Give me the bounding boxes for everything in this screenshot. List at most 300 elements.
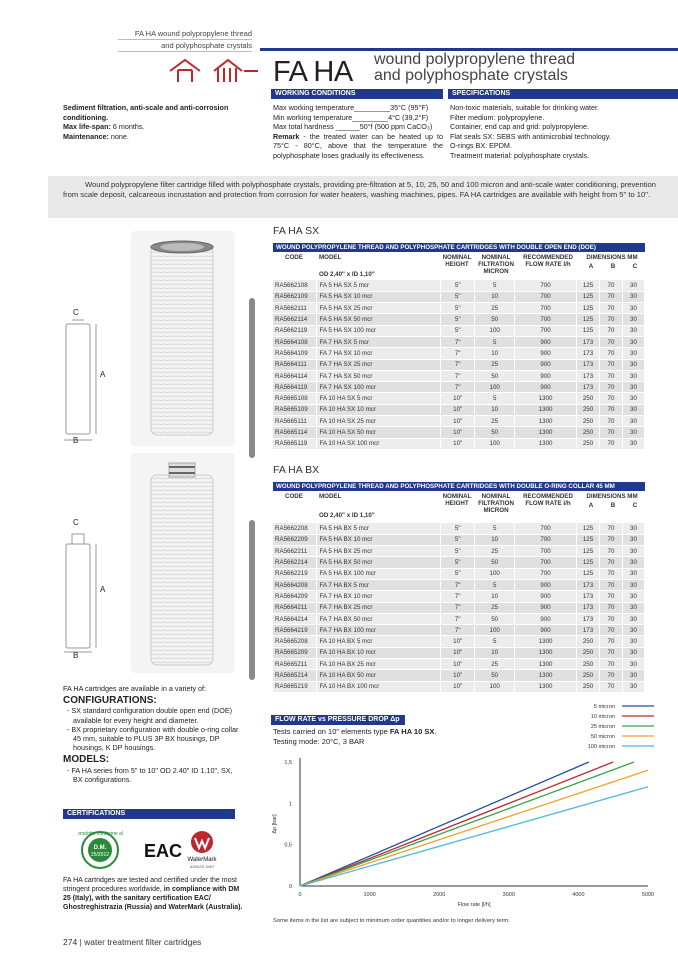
bx-cell: 30: [622, 579, 644, 590]
bx-table-row: [273, 625, 645, 636]
sx-cell: 173: [577, 348, 600, 359]
sx-cell: 30: [622, 325, 644, 336]
bx-cell: 700: [515, 523, 577, 534]
y-axis-label: Δp [bar]: [272, 814, 278, 834]
bx-cell: 70: [600, 613, 623, 624]
bx-cell: 30: [622, 602, 644, 613]
bx-cell: 30: [622, 613, 644, 624]
sx-cell: FA 7 HA SX 10 mcr: [317, 348, 441, 359]
sx-dim-a: A: [100, 370, 106, 379]
sx-table-row: [273, 359, 645, 370]
sx-cell: 1300: [515, 404, 577, 415]
bx-cell: 10": [441, 647, 475, 658]
bx-cell: 70: [600, 579, 623, 590]
sx-table-row: [273, 416, 645, 427]
sx-cell: 30: [622, 382, 644, 393]
bx-cell: 10": [441, 636, 475, 647]
bx-table-row: [273, 523, 645, 534]
sx-cell: FA 5 HA SX 5 mcr: [317, 280, 441, 291]
sx-table-row: [273, 291, 645, 302]
y-tick-label: 0,5: [284, 842, 292, 849]
sx-cell: 900: [515, 336, 577, 347]
sx-cell: FA 7 HA SX 25 mcr: [317, 359, 441, 370]
pressure-drop-chart: [262, 700, 662, 912]
sx-cell: 25: [475, 416, 515, 427]
bx-cell: RA5664209: [273, 591, 317, 602]
sx-side-tab: [249, 298, 255, 458]
sx-cell: 100: [475, 382, 515, 393]
sx-cell: 173: [577, 336, 600, 347]
sx-cell: RA5664109: [273, 348, 317, 359]
sx-table-row: [273, 438, 645, 449]
x-axis-label: Flow rate [l/h]: [457, 902, 491, 908]
sx-table-row: [273, 404, 645, 415]
bx-cell: FA 7 HA BX 25 mcr: [317, 602, 441, 613]
sx-cell: 100: [475, 325, 515, 336]
sx-cell: 100: [475, 438, 515, 449]
sx-cell: RA5665111: [273, 416, 317, 427]
bx-cell: RA5665214: [273, 670, 317, 681]
sx-cell: FA 10 HA SX 5 mcr: [317, 393, 441, 404]
bx-cell: RA5664214: [273, 613, 317, 624]
header-subtitle: FA HA wound polypropylene thread and polyphosphate crystals: [118, 28, 252, 52]
bx-cell: 70: [600, 568, 623, 579]
bx-cell: 7": [441, 602, 475, 613]
bx-cell: 900: [515, 625, 577, 636]
sx-cell: 70: [600, 404, 623, 415]
sx-cell: RA5662111: [273, 303, 317, 314]
bx-cell: 125: [577, 568, 600, 579]
sx-cell: RA5662119: [273, 325, 317, 336]
bx-cell: 10": [441, 659, 475, 670]
sx-cell: RA5665119: [273, 438, 317, 449]
bx-table-row: [273, 579, 645, 590]
dm25-seal-icon: [78, 831, 123, 868]
sx-cell: 30: [622, 393, 644, 404]
sx-table-body: [273, 280, 645, 450]
sx-cell: 30: [622, 370, 644, 381]
bx-table-row: [273, 591, 645, 602]
bx-table-row: [273, 613, 645, 624]
bx-cell: 50: [475, 557, 515, 568]
bx-cell: 50: [475, 613, 515, 624]
sx-cell: 250: [577, 427, 600, 438]
bx-cell: 30: [622, 534, 644, 545]
bx-cell: 70: [600, 557, 623, 568]
sx-cell: 5": [441, 303, 475, 314]
sx-cell: RA5664114: [273, 370, 317, 381]
working-conditions-header: WORKING CONDITIONS: [271, 89, 443, 99]
sx-cell: 125: [577, 314, 600, 325]
sx-cell: 125: [577, 325, 600, 336]
series-line: [300, 770, 648, 886]
bx-cell: 125: [577, 523, 600, 534]
sx-cell: 30: [622, 280, 644, 291]
bx-cell: RA5662214: [273, 557, 317, 568]
bx-cell: 70: [600, 670, 623, 681]
bx-dim-b: B: [73, 651, 79, 660]
sx-cell: RA5664119: [273, 382, 317, 393]
bx-cell: 250: [577, 659, 600, 670]
bx-table-body: [273, 523, 645, 693]
sx-cell: 30: [622, 314, 644, 325]
bx-cell: 25: [475, 659, 515, 670]
sx-cell: 30: [622, 404, 644, 415]
y-tick-label: 1: [288, 801, 292, 808]
bx-cell: 70: [600, 636, 623, 647]
certifications-header: CERTIFICATIONS: [63, 809, 235, 819]
eac-logo: EAC: [144, 841, 183, 861]
bx-cell: 5": [441, 568, 475, 579]
bx-cell: RA5665219: [273, 681, 317, 692]
chart-subtitle: Tests carried on 10" elements type FA HA 10 SX. Testing mode: 20°C, 3 BAR: [273, 727, 437, 746]
intro-summary: Sediment filtration, anti-scale and anti-corrosion conditioning. Max life-span: 6 months. Maintenance: none.: [63, 103, 229, 141]
page-title-description: wound polypropylene thread and polyphosphate crystals: [374, 51, 576, 84]
bx-cell: 10: [475, 534, 515, 545]
bx-cell: 30: [622, 591, 644, 602]
bx-dim-a: A: [100, 585, 106, 594]
sx-cell: RA5662114: [273, 314, 317, 325]
sx-cell: 900: [515, 370, 577, 381]
house-radiator-icon: [214, 60, 258, 82]
bx-cell: FA 5 HA BX 100 mcr: [317, 568, 441, 579]
x-tick-label: 3000: [502, 892, 515, 898]
sx-cell: 900: [515, 359, 577, 370]
sx-cell: FA 10 HA SX 50 mcr: [317, 427, 441, 438]
bx-cell: 70: [600, 625, 623, 636]
sx-cell: FA 5 HA SX 10 mcr: [317, 291, 441, 302]
bx-cell: FA 10 HA BX 25 mcr: [317, 659, 441, 670]
bx-cell: 5": [441, 534, 475, 545]
bx-cell: 1300: [515, 659, 577, 670]
bx-cell: RA5664208: [273, 579, 317, 590]
bx-cell: FA 5 HA BX 10 mcr: [317, 534, 441, 545]
sx-cell: FA 5 HA SX 50 mcr: [317, 314, 441, 325]
sx-cell: 10": [441, 427, 475, 438]
y-tick-label: 0: [288, 884, 292, 890]
bx-cartridge-photo: [131, 453, 235, 673]
bx-cell: RA5664211: [273, 602, 317, 613]
sx-cell: 7": [441, 336, 475, 347]
bx-cell: FA 5 HA BX 25 mcr: [317, 546, 441, 557]
bx-cell: 10": [441, 670, 475, 681]
sx-cell: 900: [515, 382, 577, 393]
bx-cell: 100: [475, 568, 515, 579]
bx-table-row: [273, 670, 645, 681]
bx-cell: 125: [577, 534, 600, 545]
x-tick-label: 0: [298, 892, 302, 898]
bx-cell: FA 10 HA BX 5 mcr: [317, 636, 441, 647]
legend-label: 10 micron: [590, 714, 615, 720]
sx-cell: RA5664111: [273, 359, 317, 370]
bx-cell: FA 7 HA BX 50 mcr: [317, 613, 441, 624]
sx-cell: FA 7 HA SX 50 mcr: [317, 370, 441, 381]
sx-cell: 10": [441, 438, 475, 449]
sx-cell: 1300: [515, 438, 577, 449]
sx-cell: 250: [577, 416, 600, 427]
series-line: [300, 762, 613, 886]
sx-cell: 30: [622, 303, 644, 314]
bx-cell: 7": [441, 625, 475, 636]
bx-cell: 7": [441, 591, 475, 602]
bx-cell: RA5665209: [273, 647, 317, 658]
bx-cell: RA5664219: [273, 625, 317, 636]
sx-table-row: [273, 348, 645, 359]
bx-cell: 5: [475, 579, 515, 590]
sx-cell: 70: [600, 280, 623, 291]
sx-cell: 10": [441, 404, 475, 415]
seal-year: 25/2012: [90, 852, 110, 858]
working-conditions-list: Max working temperature_________35°C (95°F) Min working temperature_________4°C (39,2°F) Max total hardness ______50°f (500 ppm CaCO₃) Remark - the treated water can be heated up to 75°C - 80°C, above that the temperature the polyphosphate loses gradually its effectiveness.: [273, 103, 443, 160]
bx-cell: RA5662209: [273, 534, 317, 545]
series-line: [300, 762, 634, 886]
bx-cell: FA 10 HA BX 10 mcr: [317, 647, 441, 658]
bx-cell: 900: [515, 602, 577, 613]
sx-cell: FA 7 HA SX 5 mcr: [317, 336, 441, 347]
bx-cell: 173: [577, 625, 600, 636]
sx-cell: 5": [441, 314, 475, 325]
bx-table-row: [273, 636, 645, 647]
bx-cell: 30: [622, 523, 644, 534]
certification-logos: [78, 826, 228, 872]
bx-cell: 1300: [515, 681, 577, 692]
sx-cell: 10: [475, 404, 515, 415]
sx-cell: 25: [475, 303, 515, 314]
bx-cell: 173: [577, 602, 600, 613]
sx-cell: 50: [475, 314, 515, 325]
sx-cell: 5: [475, 336, 515, 347]
house-pipe-icon: [170, 60, 200, 82]
sx-cell: 125: [577, 280, 600, 291]
bx-cell: 70: [600, 681, 623, 692]
sx-section-title: FA HA SX: [273, 225, 320, 237]
sx-cell: 70: [600, 348, 623, 359]
sx-cell: 700: [515, 291, 577, 302]
bx-cell: FA 7 HA BX 5 mcr: [317, 579, 441, 590]
sx-cell: 900: [515, 348, 577, 359]
bx-cell: 250: [577, 647, 600, 658]
house-icons: [168, 57, 264, 83]
bx-cell: 30: [622, 647, 644, 658]
legend-label: 5 micron: [593, 704, 615, 710]
sx-cell: 7": [441, 370, 475, 381]
svg-text:AS/NZS 3497: AS/NZS 3497: [189, 864, 215, 869]
bx-table-row: [273, 546, 645, 557]
sx-cell: FA 10 HA SX 10 mcr: [317, 404, 441, 415]
sx-table-row: [273, 325, 645, 336]
bx-cell: FA 7 HA BX 10 mcr: [317, 591, 441, 602]
bx-cell: 70: [600, 659, 623, 670]
sx-cell: RA5665109: [273, 404, 317, 415]
bx-section-title: FA HA BX: [273, 464, 320, 476]
sx-cell: 250: [577, 438, 600, 449]
x-tick-label: 4000: [572, 892, 585, 898]
bx-cell: 7": [441, 613, 475, 624]
sx-dim-b: B: [73, 436, 79, 445]
bx-cell: 7": [441, 579, 475, 590]
bx-cell: 70: [600, 546, 623, 557]
sx-cell: 7": [441, 382, 475, 393]
bx-cell: FA 5 HA BX 50 mcr: [317, 557, 441, 568]
bx-table: [273, 482, 645, 693]
sx-table-row: [273, 393, 645, 404]
sx-cell: 5": [441, 291, 475, 302]
page-footer: 274 | water treatment filter cartridges: [63, 937, 202, 947]
sx-cell: 1300: [515, 393, 577, 404]
sx-table-title: WOUND POLYPROPYLENE THREAD AND POLYPHOSPHATE CARTRIDGES WITH DOUBLE OPEN END (DOE): [273, 243, 645, 252]
sx-cell: FA 5 HA SX 25 mcr: [317, 303, 441, 314]
bx-cell: 30: [622, 625, 644, 636]
bx-cell: RA5662211: [273, 546, 317, 557]
sx-cell: 70: [600, 359, 623, 370]
sx-cell: 5": [441, 325, 475, 336]
sx-cell: 50: [475, 427, 515, 438]
sx-cell: 70: [600, 336, 623, 347]
seal-caption: prodotto conforme al: [78, 831, 123, 837]
bx-cell: 700: [515, 534, 577, 545]
bx-table-row: [273, 602, 645, 613]
sx-cell: 10: [475, 348, 515, 359]
sx-cell: 173: [577, 370, 600, 381]
sx-cell: 10: [475, 291, 515, 302]
bx-cell: 10: [475, 647, 515, 658]
bx-cell: 125: [577, 546, 600, 557]
bx-cell: 25: [475, 546, 515, 557]
bx-side-tab: [249, 520, 255, 680]
sx-table-row: [273, 427, 645, 438]
sx-cell: 70: [600, 416, 623, 427]
bx-cell: 900: [515, 613, 577, 624]
sx-cell: 700: [515, 280, 577, 291]
bx-cell: FA 10 HA BX 50 mcr: [317, 670, 441, 681]
bx-cell: 700: [515, 546, 577, 557]
bx-cell: 30: [622, 546, 644, 557]
bx-cell: 250: [577, 636, 600, 647]
bx-cell: 70: [600, 523, 623, 534]
sx-cell: 70: [600, 314, 623, 325]
bx-cell: 1300: [515, 670, 577, 681]
sx-cell: 10": [441, 416, 475, 427]
sx-table-header: CODE MODEL OD 2,40" x ID 1,10" NOMINAL HEIGHT NOMINAL FILTRATION MICRON RECOMMENDED FLOW RATE l/h DIMENSIONS MM A B C: [285, 254, 638, 278]
sx-cell: FA 7 HA SX 100 mcr: [317, 382, 441, 393]
bx-cell: 70: [600, 591, 623, 602]
bx-cell: 70: [600, 534, 623, 545]
bx-cell: 5: [475, 523, 515, 534]
watermark-logo: [187, 831, 217, 869]
bx-cell: FA 5 HA BX 5 mcr: [317, 523, 441, 534]
sx-cell: 7": [441, 348, 475, 359]
sx-cell: 700: [515, 303, 577, 314]
legend-label: 50 micron: [590, 734, 615, 740]
sx-cell: 30: [622, 348, 644, 359]
sx-cell: 700: [515, 325, 577, 336]
sx-dimension-drawing: [62, 310, 102, 450]
sx-cell: 30: [622, 359, 644, 370]
sx-table-row: [273, 303, 645, 314]
sx-cell: 1300: [515, 427, 577, 438]
bx-cell: 700: [515, 568, 577, 579]
sx-cell: 50: [475, 370, 515, 381]
bx-cell: 5": [441, 523, 475, 534]
sx-cell: 30: [622, 427, 644, 438]
sx-cell: 250: [577, 404, 600, 415]
description-text: Wound polypropylene filter cartridge filled with polyphosphate crystals, providing pre-filtration at 5, 10, 25, 50 and 100 micron and anti-scale water conditioning, prevention from scale deposit, calcareous incrustation and protection from corrosion for water heaters, washing machines, pipes. FA HA cartridges are available with height from 5" to 10".: [63, 180, 656, 199]
sx-cell: 10": [441, 393, 475, 404]
sx-cell: 70: [600, 370, 623, 381]
sx-cell: 70: [600, 393, 623, 404]
sx-cell: RA5665114: [273, 427, 317, 438]
bx-cell: 70: [600, 602, 623, 613]
sx-cell: 5: [475, 280, 515, 291]
sx-cell: 30: [622, 336, 644, 347]
sx-cell: FA 10 HA SX 25 mcr: [317, 416, 441, 427]
y-tick-label: 1,5: [284, 760, 292, 766]
bx-cell: 25: [475, 602, 515, 613]
bx-cell: 1300: [515, 647, 577, 658]
page-title: FA HA: [273, 56, 353, 88]
certifications-text: FA HA cartridges are tested and certified under the most stringent procedures worldwide, in compliance with DM 25 (Italy), with the sanitary certification EAC/ Ghostreghistrazia (Russia) and WaterMark (Australia).: [63, 877, 243, 911]
bx-table-header: CODE MODEL OD 2,40" x ID 1,10" NOMINAL HEIGHT NOMINAL FILTRATION MICRON RECOMMENDED FLOW RATE l/h DIMENSIONS MM A B C: [285, 493, 638, 519]
sx-cell: 70: [600, 382, 623, 393]
bx-table-title: WOUND POLYPROPYLENE THREAD AND POLYPHOSPHATE CARTRIDGES WITH DOUBLE O-RING COLLAR 45 MM: [273, 482, 645, 491]
bx-cell: 100: [475, 681, 515, 692]
sx-cell: 70: [600, 325, 623, 336]
x-tick-label: 1000: [363, 892, 376, 898]
legend-label: 25 micron: [590, 724, 615, 730]
bx-table-row: [273, 568, 645, 579]
seal-dm: D.M.: [93, 845, 107, 851]
sx-cell: 173: [577, 359, 600, 370]
sx-cell: 125: [577, 303, 600, 314]
sx-cell: 700: [515, 314, 577, 325]
bx-cell: RA5662208: [273, 523, 317, 534]
series-line: [300, 787, 648, 886]
sx-cell: RA5662109: [273, 291, 317, 302]
bx-cell: RA5662219: [273, 568, 317, 579]
bx-table-row: [273, 534, 645, 545]
bx-cell: 5": [441, 546, 475, 557]
bx-cell: 5": [441, 557, 475, 568]
bx-cell: 30: [622, 568, 644, 579]
sx-cell: RA5665108: [273, 393, 317, 404]
configurations-section: FA HA cartridges are available in a variety of: CONFIGURATIONS: - SX standard configuration double open end (DOE) available for every height and diameter. - BX proprietary configuration with double o-ring collar 45 mm, suitable to PLUS 3P BX housings, DP housings, K DP housings. MODELS: - FA HA series from 5" to 10" OD 2.40" ID 1.10", SX, BX configurations.: [63, 684, 239, 784]
bx-cell: 30: [622, 681, 644, 692]
sx-cell: 5: [475, 393, 515, 404]
sx-cell: 125: [577, 291, 600, 302]
sx-cell: FA 5 HA SX 100 mcr: [317, 325, 441, 336]
sx-cell: 7": [441, 359, 475, 370]
bx-table-row: [273, 659, 645, 670]
series-line: [300, 762, 589, 886]
bx-cell: 30: [622, 670, 644, 681]
bx-dimension-drawing: [62, 530, 102, 660]
bx-table-row: [273, 557, 645, 568]
sx-cell: 173: [577, 382, 600, 393]
bx-cell: 10: [475, 591, 515, 602]
bx-cell: 250: [577, 681, 600, 692]
sx-cell: 70: [600, 427, 623, 438]
bx-cell: 250: [577, 670, 600, 681]
sx-dim-c: C: [73, 308, 79, 317]
bx-cell: 700: [515, 557, 577, 568]
bx-cell: RA5665208: [273, 636, 317, 647]
sx-cell: 250: [577, 393, 600, 404]
sx-cell: 30: [622, 291, 644, 302]
bx-dim-c: C: [73, 518, 79, 527]
sx-table-row: [273, 336, 645, 347]
sx-table-row: [273, 370, 645, 381]
x-tick-label: 5000: [641, 892, 655, 898]
